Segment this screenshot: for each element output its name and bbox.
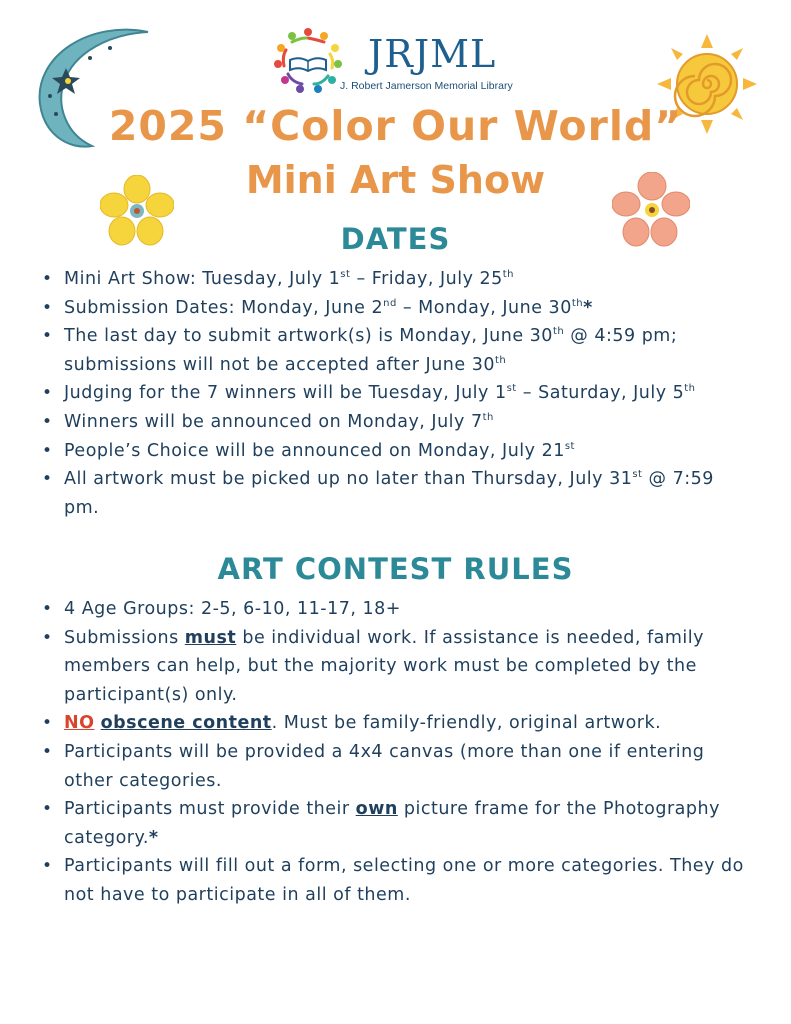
list-item: • All artwork must be picked up no later than Thursday, July 31st @ 7:59 pm. bbox=[40, 465, 752, 522]
list-item: • The last day to submit artwork(s) is Monday, June 30th @ 4:59 pm; submissions will not be accepted after June 30th bbox=[40, 322, 752, 379]
list-item: • Participants must provide their own picture frame for the Photography category.* bbox=[40, 795, 752, 852]
list-item: • Winners will be announced on Monday, July 7th bbox=[40, 408, 752, 437]
list-item: • Submissions must be individual work. If assistance is needed, family members can help, but the majority work must be completed by the participant(s) only. bbox=[40, 624, 752, 710]
emphasis-own: own bbox=[355, 799, 398, 820]
library-book-people-icon bbox=[272, 26, 344, 96]
page-subtitle: Mini Art Show bbox=[245, 158, 546, 202]
list-item: • Participants will fill out a form, selecting one or more categories. They do not have to participate in all of them. bbox=[40, 852, 752, 909]
dates-heading: DATES bbox=[340, 222, 451, 256]
list-item: • Judging for the 7 winners will be Tuesday, July 1st – Saturday, July 5th bbox=[40, 379, 752, 408]
rules-list bbox=[40, 595, 752, 910]
rules-heading: ART CONTEST RULES bbox=[217, 552, 574, 586]
list-item: • 4 Age Groups: 2-5, 6-10, 11-17, 18+ bbox=[40, 595, 752, 624]
page-title: 2025 “Color Our World” bbox=[108, 102, 683, 150]
library-logo-name: JRJML bbox=[368, 32, 497, 76]
list-item: • People’s Choice will be announced on Monday, July 21st bbox=[40, 437, 752, 466]
list-item: • Submission Dates: Monday, June 2nd – Monday, June 30th* bbox=[40, 294, 752, 323]
dates-list bbox=[40, 265, 752, 522]
list-item: • Mini Art Show: Tuesday, July 1st – Friday, July 25th bbox=[40, 265, 752, 294]
library-full-name: J. Robert Jamerson Memorial Library bbox=[340, 80, 513, 92]
emphasis-obscene-content: obscene content bbox=[100, 713, 272, 734]
list-item: • Participants will be provided a 4x4 canvas (more than one if entering other categories. bbox=[40, 738, 752, 795]
emphasis-must: must bbox=[184, 627, 237, 648]
list-item: • NO obscene content. Must be family-friendly, original artwork. bbox=[40, 709, 752, 738]
emphasis-no: NO bbox=[64, 713, 95, 734]
